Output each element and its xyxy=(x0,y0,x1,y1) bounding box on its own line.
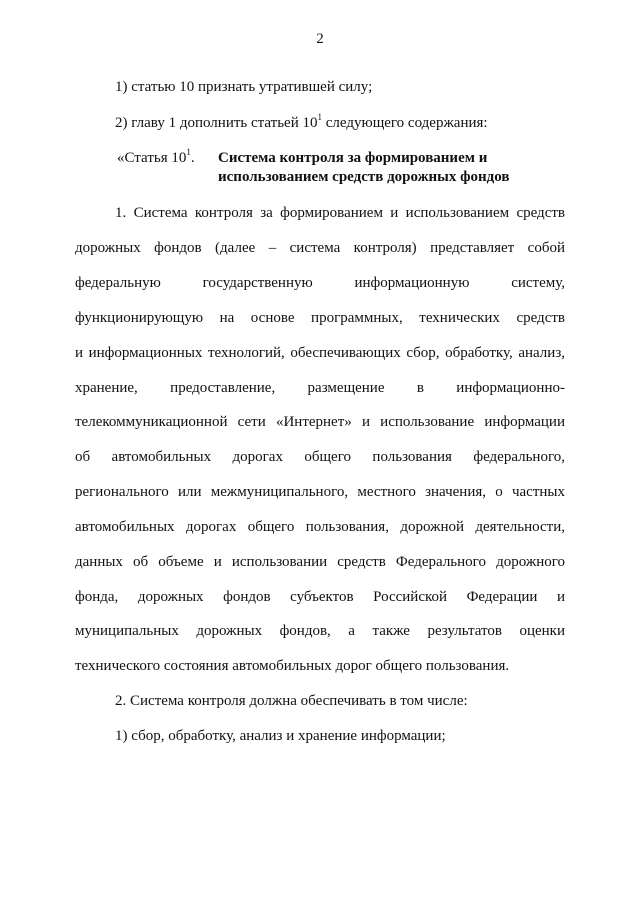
paragraph-line: 1. Система контроля за формированием и использованием средств xyxy=(115,205,565,221)
article-label-superscript: 1 xyxy=(186,147,191,157)
article-label-dot: . xyxy=(190,150,195,166)
paragraph-line: функционирующую на основе программных, технических средств xyxy=(75,310,565,326)
article-label xyxy=(117,147,195,167)
paragraph-line: дорожных фондов (далее – система контроля) представляет собой xyxy=(75,240,565,256)
paragraph-line: муниципальных дорожных фондов, а также результатов оценки xyxy=(75,623,565,639)
paragraph-line: телекоммуникационной сети «Интернет» и использование информации xyxy=(75,414,565,430)
paragraph-line: федеральную государственную информационную систему, xyxy=(75,275,565,291)
paragraph-line: регионального или межмуниципального, местного значения, о частных xyxy=(75,484,565,500)
article-paragraph-2-item-1: 1) сбор, обработку, анализ и хранение информации; xyxy=(115,728,446,744)
paragraph-line: технического состояния автомобильных дорог общего пользования. xyxy=(75,658,510,674)
paragraph-line: данных об объеме и использовании средств Федерального дорожного xyxy=(75,554,565,570)
amendment-item-2-superscript: 1 xyxy=(317,112,322,122)
amendment-item-2 xyxy=(115,112,488,132)
paragraph-line: и информационных технологий, обеспечивающих сбор, обработку, анализ, xyxy=(75,345,565,361)
paragraph-line: об автомобильных дорогах общего пользования федерального, xyxy=(75,449,565,465)
paragraph-line: фонда, дорожных фондов субъектов Российской Федерации и xyxy=(75,589,565,605)
paragraph-line: хранение, предоставление, размещение в информационно- xyxy=(75,380,565,396)
paragraph-line: автомобильных дорогах общего пользования, дорожной деятельности, xyxy=(75,519,565,535)
article-title-line-1: Система контроля за формированием и xyxy=(218,150,488,166)
article-title-line-2: использованием средств дорожных фондов xyxy=(218,169,510,185)
article-paragraph-2: 2. Система контроля должна обеспечивать в том числе: xyxy=(115,693,468,709)
page-number: 2 xyxy=(316,31,324,47)
amendment-item-1: 1) статью 10 признать утратившей силу; xyxy=(115,79,373,95)
amendment-item-2-text: 2) главу 1 дополнить статьей 10 xyxy=(115,115,318,131)
article-label-text: «Статья 10 xyxy=(117,150,187,166)
amendment-item-2-text-end: следующего содержания: xyxy=(322,115,488,131)
